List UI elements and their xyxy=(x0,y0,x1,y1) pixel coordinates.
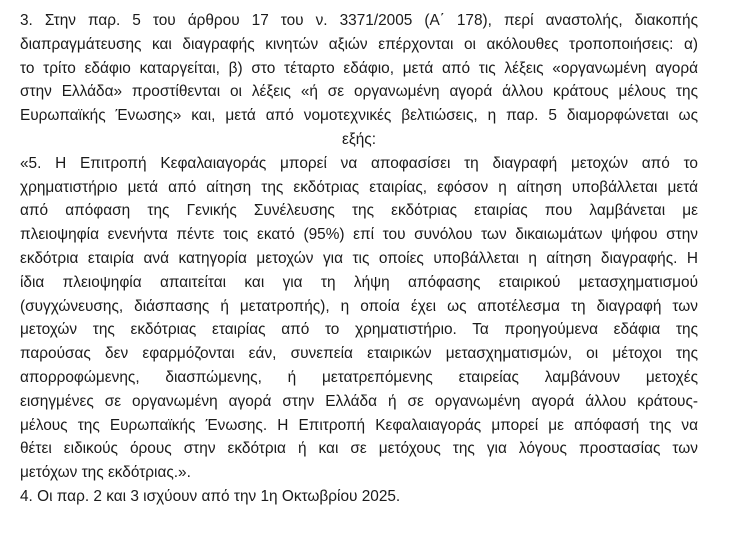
quote-line: εισηγμένες σε οργανωμένη αγορά στην Ελλάδα ή σε οργανωμένη αγορά άλλου κράτους- xyxy=(20,392,698,410)
quote-line: «5. Η Επιτροπή Κεφαλαιαγοράς μπορεί να αποφασίσει τη διαγραφή μετοχών από το xyxy=(20,154,698,172)
quote-line: μετοχών της εκδότριας εταιρίας από το χρηματιστήριο. Τα προηγούμενα εδάφια της xyxy=(20,321,698,339)
paragraph-3-line: 3. Στην παρ. 5 του άρθρου 17 του ν. 3371/2005 (Α΄ 178), περί αναστολής, διακοπής xyxy=(20,12,698,29)
paragraph-3-line: το τρίτο εδάφιο καταργείται, β) στο τέταρτο εδάφιο, μετά από τις λέξεις «οργανωμένη αγορά xyxy=(20,59,698,77)
paragraph-3-line: εξής: xyxy=(341,130,376,148)
paragraph-3-line: στην Ελλάδα» προστίθενται οι λέξεις «ή σε οργανωμένη αγορά άλλου κράτους μέλους της xyxy=(20,83,698,101)
quote-line: θέτει ειδικούς όρους στην εκδότρια ή και σε μετόχους της για λόγους προστασίας των xyxy=(20,440,698,458)
quote-line: ίδια πλειοψηφία απαιτείται και για τη λήψη απόφασης εταιρικού μετασχηματισμού xyxy=(20,273,698,291)
quote-line: παρούσας δεν εφαρμόζονται εάν, συνεπεία εταιρικών μετασχηματισμών, οι μέτοχοι της xyxy=(20,345,698,363)
quote-line: απορροφώμενης, διασπώμενης, ή μετατρεπόμενης εταιρείας λαμβάνουν μετοχές xyxy=(20,368,698,386)
legal-document xyxy=(20,9,698,509)
quote-line: (συγχώνευσης, διάσπασης ή μετατροπής), η οποία έχει ως αποτέλεσμα τη διαγραφή των xyxy=(20,297,698,315)
quote-line: εκδότρια εταιρία ανά κατηγορία μετοχών για τις οποίες υποβάλλεται η αίτηση διαγραφής. Η xyxy=(20,249,698,267)
quote-line: από απόφαση της Γενικής Συνέλευσης της εκδότριας εταιρίας που λαμβάνεται με xyxy=(20,202,698,220)
quote-line: μετόχων της εκδότριας.». xyxy=(20,464,191,482)
quote-line: χρηματιστήριο μετά από αίτηση της εκδότριας εταιρίας, εφόσον η αίτηση υποβάλλεται μετά xyxy=(20,178,698,196)
paragraph-3 xyxy=(20,9,698,152)
quoted-amendment xyxy=(20,152,698,485)
quote-line: πλειοψηφία ενενήντα πέντε τοις εκατό (95%) επί του συνόλου των δικαιωμάτων ψήφου στην xyxy=(20,226,698,244)
quote-line: μέλους της Ευρωπαϊκής Ένωσης. Η Επιτροπή Κεφαλαιαγοράς μπορεί με απόφασή της να xyxy=(20,416,698,434)
paragraph-3-line: διαπραγμάτευσης και διαγραφής κινητών αξιών επέρχονται οι ακόλουθες τροποποιήσεις: α) xyxy=(20,35,698,53)
paragraph-4 xyxy=(20,485,698,509)
paragraph-4-line: 4. Οι παρ. 2 και 3 ισχύουν από την 1η Οκτωβρίου 2025. xyxy=(20,487,401,505)
paragraph-3-line: Ευρωπαϊκής Ένωσης» και, μετά από νομοτεχνικές βελτιώσεις, η παρ. 5 διαμορφώνεται ως xyxy=(20,107,698,125)
